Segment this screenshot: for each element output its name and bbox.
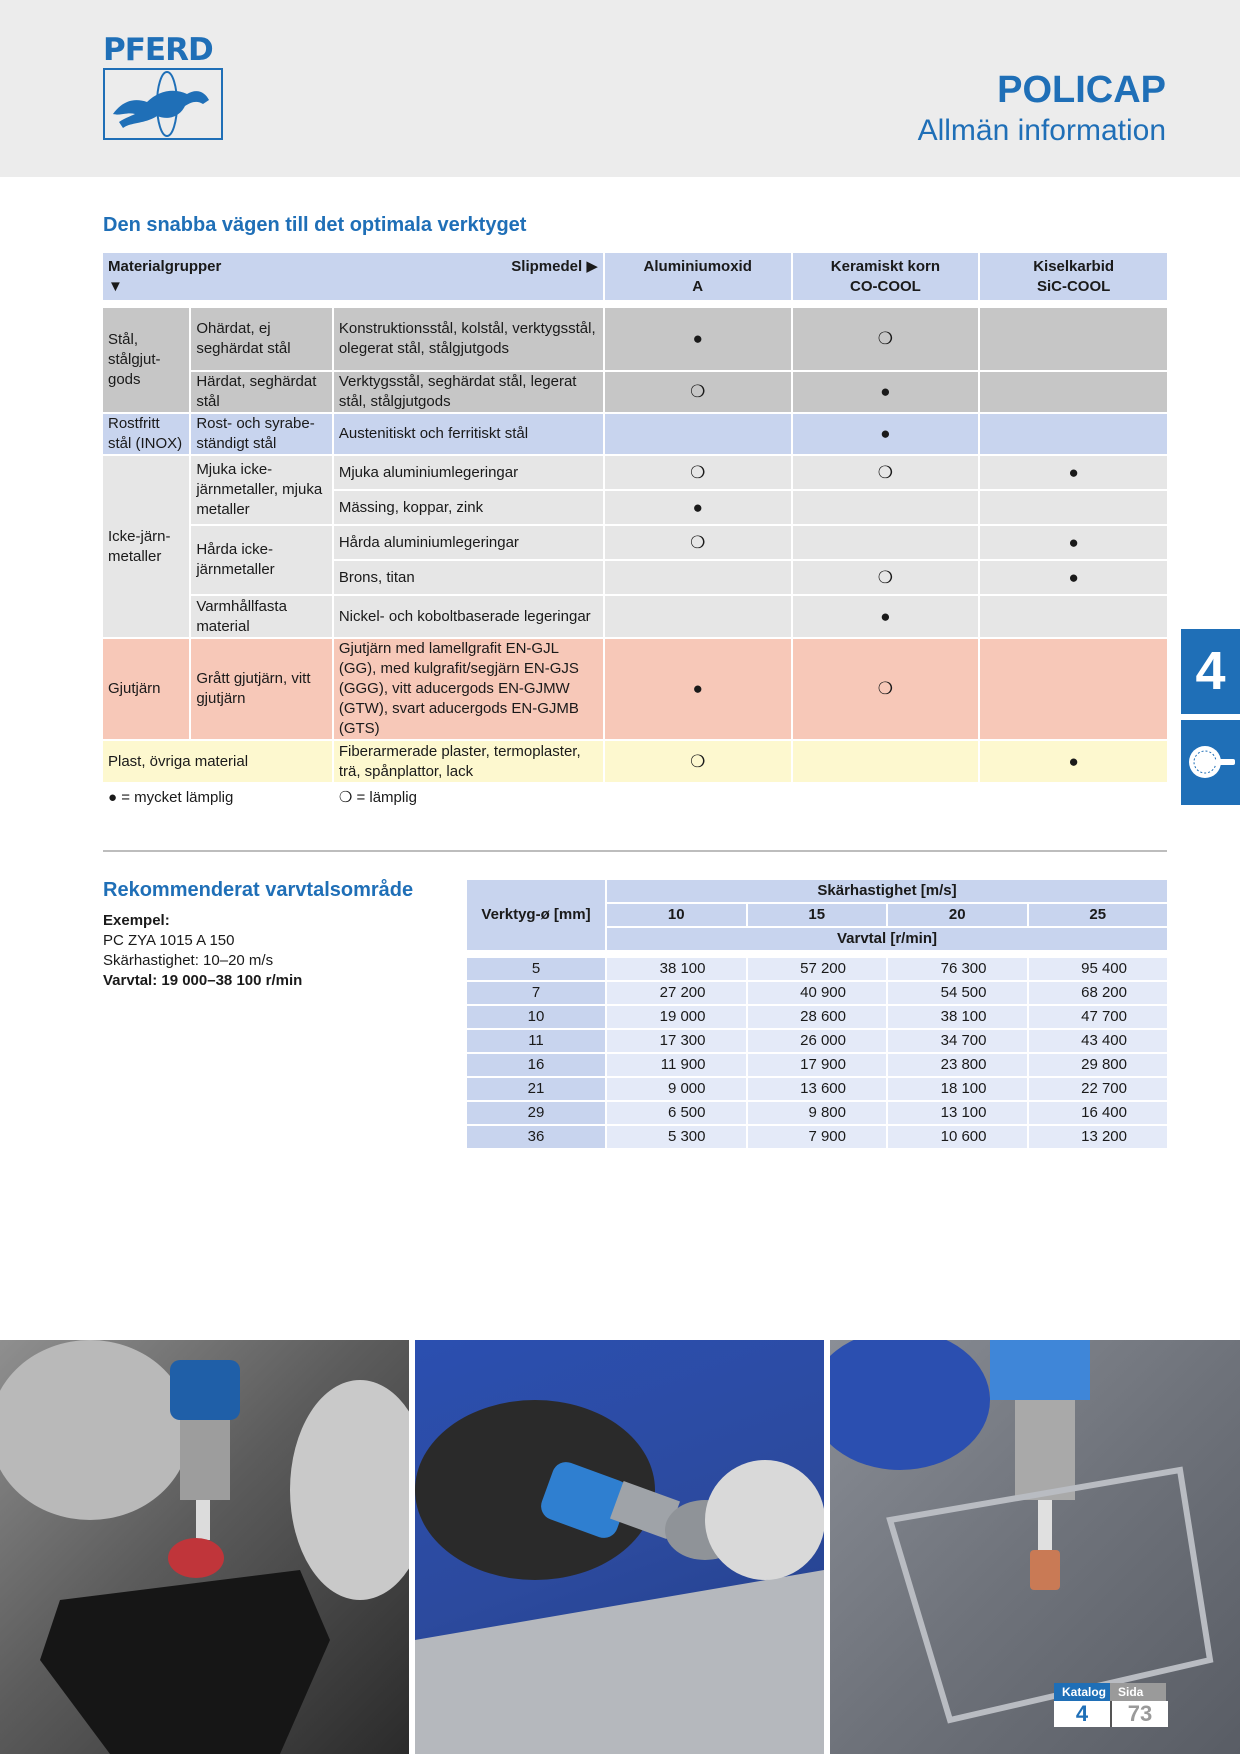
table-row	[467, 1006, 1167, 1028]
rpm-cell: 26 000	[748, 1030, 887, 1052]
rpm-cell: 17 300	[607, 1030, 746, 1052]
rpm-cell: 13 200	[1029, 1126, 1168, 1148]
legend-very-suitable: ● = mycket lämplig	[108, 789, 234, 806]
table-row	[103, 741, 1167, 782]
tool-diameter-cell: 11	[467, 1030, 605, 1052]
subgroup-gratt-gjutjarn: Grått gjutjärn, vitt gjutjärn	[191, 639, 332, 739]
rating-cell	[793, 491, 979, 524]
table-row	[467, 1054, 1167, 1076]
page-number: 73	[1127, 1701, 1153, 1726]
rpm-cell: 47 700	[1029, 1006, 1168, 1028]
rpm-cell: 28 600	[748, 1006, 887, 1028]
speed-table	[465, 878, 1169, 1150]
subgroup-hardat: Härdat, seghärdat stål	[191, 372, 332, 412]
rating-cell	[980, 639, 1167, 739]
chapter-tab: 4	[1181, 629, 1240, 714]
rating-cell	[605, 561, 791, 594]
rating-cell	[605, 596, 791, 637]
example-block	[103, 911, 302, 991]
header-col-aluminiumoxid: Aluminiumoxid A	[605, 253, 791, 300]
material-cell: Nickel- och koboltbaserade legeringar	[334, 596, 603, 637]
group-inox: Rostfritt stål (INOX)	[103, 414, 189, 454]
rpm-cell: 40 900	[748, 982, 887, 1004]
legend-suitable: ❍ = lämplig	[338, 789, 417, 806]
rpm-cell: 54 500	[888, 982, 1027, 1004]
example-line: Varvtal: 19 000–38 100 r/min	[103, 972, 303, 989]
photo-grinding-metal	[0, 1340, 409, 1754]
page-subtitle: Allmän information	[917, 114, 1166, 147]
header-speed: 25	[1029, 904, 1168, 926]
rating-cell: ●	[605, 639, 791, 739]
table-row	[103, 414, 1167, 454]
tool-diameter-cell: 7	[467, 982, 605, 1004]
rpm-cell: 5 300	[607, 1126, 746, 1148]
page-number-badge	[1054, 1683, 1168, 1727]
group-plast: Plast, övriga material	[103, 741, 332, 782]
table-row	[103, 456, 1167, 489]
rating-cell: ❍	[605, 456, 791, 489]
rpm-cell: 11 900	[607, 1054, 746, 1076]
rpm-cell: 17 900	[748, 1054, 887, 1076]
rating-cell: ❍	[793, 639, 979, 739]
material-cell: Mässing, koppar, zink	[334, 491, 603, 524]
table-header-row	[103, 253, 1167, 300]
material-cell: Hårda aluminiumlegeringar	[334, 526, 603, 559]
rating-cell	[980, 491, 1167, 524]
rpm-cell: 57 200	[748, 958, 887, 980]
table-row	[103, 639, 1167, 739]
header-material-label: Materialgrupper	[108, 257, 222, 275]
rating-cell: ●	[793, 414, 979, 454]
header-col-kiselkarbid: Kiselkarbid SiC-COOL	[980, 253, 1167, 300]
section-heading-optimal-tool: Den snabba vägen till det optimala verktyget	[103, 214, 527, 236]
rpm-cell: 9 800	[748, 1102, 887, 1124]
pferd-logo	[103, 34, 227, 140]
header-material-groups	[103, 253, 603, 300]
rpm-cell: 68 200	[1029, 982, 1168, 1004]
rpm-cell: 76 300	[888, 958, 1027, 980]
header-tool-diameter: Verktyg-ø [mm]	[467, 880, 605, 950]
table-row	[103, 372, 1167, 412]
legend-row	[103, 784, 1167, 812]
example-label: Exempel:	[103, 912, 170, 929]
rpm-cell: 19 000	[607, 1006, 746, 1028]
rpm-cell: 16 400	[1029, 1102, 1168, 1124]
table-row	[103, 308, 1167, 370]
group-icke-jarn: Icke-järn-metaller	[103, 456, 189, 637]
rpm-cell: 38 100	[607, 958, 746, 980]
flap-wheel-icon	[1181, 720, 1240, 805]
page-header	[0, 0, 1240, 177]
rpm-cell: 27 200	[607, 982, 746, 1004]
header-cutting-speed: Skärhastighet [m/s]	[607, 880, 1167, 902]
page-title-block	[918, 68, 1166, 150]
header-rpm: Varvtal [r/min]	[607, 928, 1167, 950]
header-speed: 10	[607, 904, 746, 926]
tool-diameter-cell: 29	[467, 1102, 605, 1124]
rpm-cell: 6 500	[607, 1102, 746, 1124]
rpm-cell: 95 400	[1029, 958, 1168, 980]
rating-cell: ❍	[793, 456, 979, 489]
rating-cell	[980, 372, 1167, 412]
subgroup-harda: Hårda icke-järnmetaller	[191, 526, 332, 594]
rpm-cell: 29 800	[1029, 1054, 1168, 1076]
rpm-cell: 43 400	[1029, 1030, 1168, 1052]
material-cell: Brons, titan	[334, 561, 603, 594]
rpm-cell: 13 100	[888, 1102, 1027, 1124]
rating-cell	[980, 308, 1167, 370]
table-row	[467, 1126, 1167, 1148]
example-line: PC ZYA 1015 A 150	[103, 932, 235, 949]
tool-diameter-cell: 5	[467, 958, 605, 980]
rating-cell: ❍	[605, 526, 791, 559]
sida-label: Sida	[1110, 1683, 1166, 1701]
table-row	[103, 526, 1167, 559]
photo-grinding-weld	[830, 1340, 1240, 1754]
logo-wordmark: PFERD	[103, 32, 213, 68]
subgroup-varmhallfasta: Varmhållfasta material	[191, 596, 332, 637]
rating-cell: ●	[605, 308, 791, 370]
group-gjutjarn: Gjutjärn	[103, 639, 189, 739]
rating-cell: ●	[793, 372, 979, 412]
rating-cell: ●	[980, 741, 1167, 782]
rpm-cell: 38 100	[888, 1006, 1027, 1028]
rating-cell	[605, 414, 791, 454]
rpm-cell: 7 900	[748, 1126, 887, 1148]
rating-cell	[980, 414, 1167, 454]
table-row	[467, 958, 1167, 980]
tool-diameter-cell: 36	[467, 1126, 605, 1148]
table-row	[467, 1102, 1167, 1124]
rating-cell	[793, 526, 979, 559]
arrow-down-icon: ▼	[108, 277, 123, 295]
rating-cell: ❍	[793, 308, 979, 370]
horse-logo-icon	[103, 68, 223, 140]
header-col-keramiskt-korn: Keramiskt korn CO-COOL	[793, 253, 979, 300]
rpm-cell: 9 000	[607, 1078, 746, 1100]
material-cell: Fiberarmerade plaster, termoplaster, trä, spånplattor, lack	[334, 741, 603, 782]
katalog-label: Katalog	[1054, 1683, 1110, 1701]
material-selection-table	[101, 251, 1169, 814]
rating-cell: ●	[793, 596, 979, 637]
table-row	[467, 1078, 1167, 1100]
rating-cell: ❍	[605, 741, 791, 782]
rpm-cell: 10 600	[888, 1126, 1027, 1148]
rating-cell: ❍	[793, 561, 979, 594]
header-slipmedel-label: Slipmedel ▶	[511, 257, 598, 275]
rpm-cell: 23 800	[888, 1054, 1027, 1076]
rating-cell	[980, 596, 1167, 637]
table-header-row	[467, 880, 1167, 902]
material-cell: Verktygsstål, seghärdat stål, legerat stål, stålgjutgods	[334, 372, 603, 412]
material-cell: Mjuka aluminiumlegeringar	[334, 456, 603, 489]
rpm-cell: 13 600	[748, 1078, 887, 1100]
header-speed: 20	[888, 904, 1027, 926]
section-heading-rpm: Rekommenderat varvtalsområde	[103, 879, 414, 901]
section-divider	[103, 850, 1167, 852]
subgroup-ohardat: Ohärdat, ej seghärdat stål	[191, 308, 332, 370]
rating-cell: ●	[980, 526, 1167, 559]
header-speed: 15	[748, 904, 887, 926]
table-row	[103, 596, 1167, 637]
tool-diameter-cell: 16	[467, 1054, 605, 1076]
material-cell: Austenitiskt och ferritiskt stål	[334, 414, 603, 454]
katalog-number: 4	[1054, 1701, 1112, 1727]
page-title: POLICAP	[997, 69, 1166, 111]
table-row	[467, 982, 1167, 1004]
rating-cell: ●	[980, 456, 1167, 489]
example-line: Skärhastighet: 10–20 m/s	[103, 952, 274, 969]
rpm-cell: 34 700	[888, 1030, 1027, 1052]
tool-diameter-cell: 10	[467, 1006, 605, 1028]
rating-cell: ●	[980, 561, 1167, 594]
subgroup-rostfritt: Rost- och syrabe-ständigt stål	[191, 414, 332, 454]
tool-diameter-cell: 21	[467, 1078, 605, 1100]
rating-cell	[793, 741, 979, 782]
group-stal: Stål, stålgjut-gods	[103, 308, 189, 412]
rating-cell: ❍	[605, 372, 791, 412]
table-row	[467, 1030, 1167, 1052]
subgroup-mjuka: Mjuka icke-järnmetaller, mjuka metaller	[191, 456, 332, 524]
rpm-cell: 18 100	[888, 1078, 1027, 1100]
material-cell: Gjutjärn med lamellgrafit EN-GJL (GG), med kulgrafit/segjärn EN-GJS (GGG), vitt aducergods EN-GJMW (GTW), svart aducergods EN-GJMB (GTS)	[334, 639, 603, 739]
rating-cell: ●	[605, 491, 791, 524]
material-cell: Konstruktionsstål, kolstål, verktygsstål, olegerat stål, stålgjutgods	[334, 308, 603, 370]
photo-polishing-sheet	[415, 1340, 824, 1754]
rpm-cell: 22 700	[1029, 1078, 1168, 1100]
